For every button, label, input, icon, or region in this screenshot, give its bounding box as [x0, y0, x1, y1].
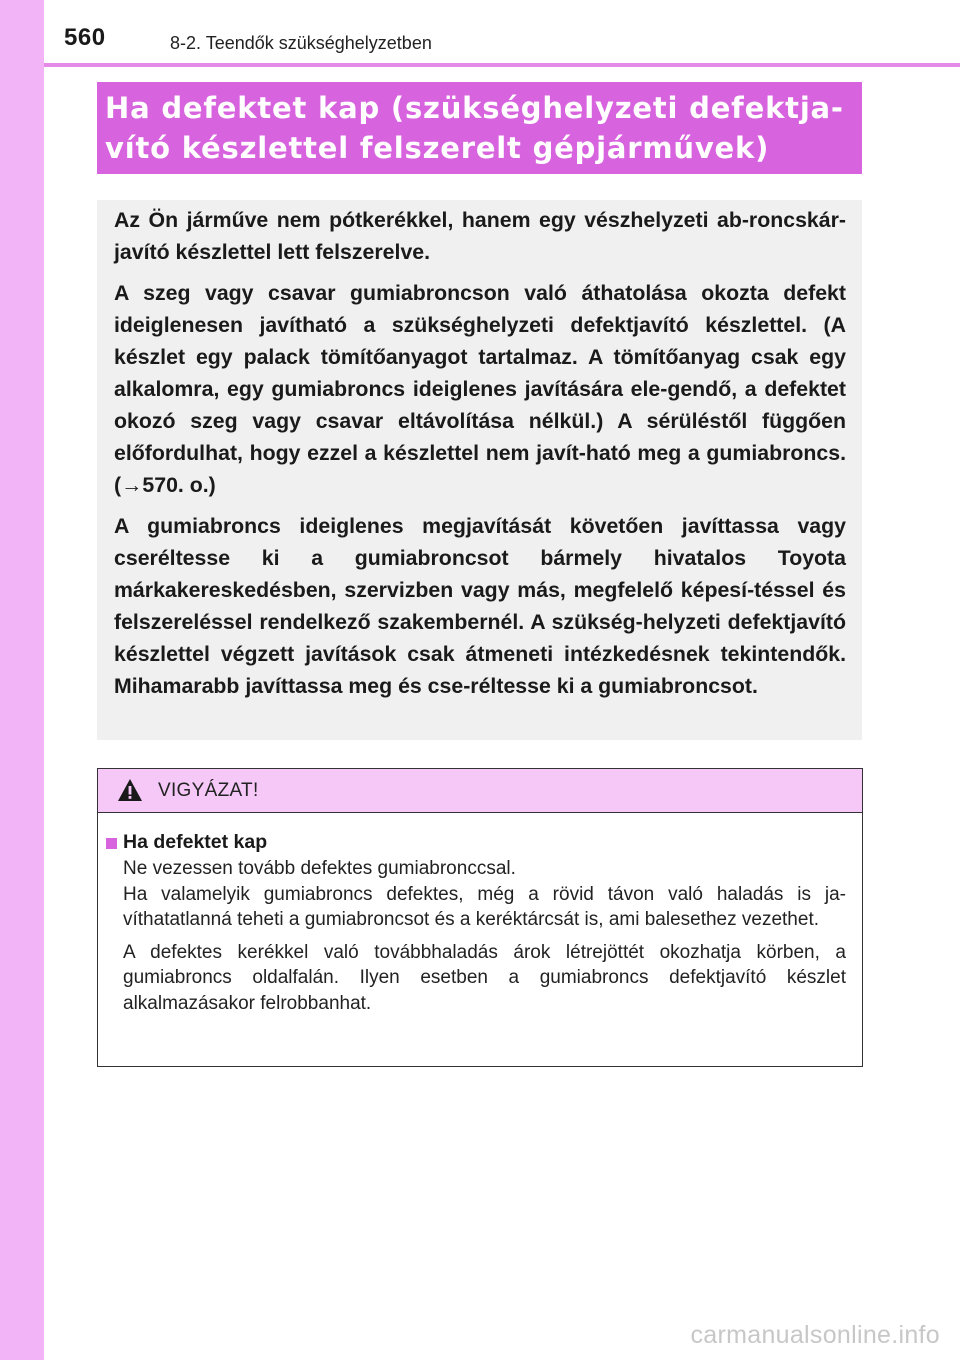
section-title	[105, 88, 854, 168]
warning-paragraph	[123, 856, 846, 933]
page-number: 560	[64, 24, 106, 51]
warning-header	[98, 769, 862, 813]
section-title-line: vító készlettel felszerelt gépjárművek)	[105, 131, 770, 165]
section-title-banner	[97, 82, 862, 174]
side-color-strip	[0, 0, 44, 1360]
intro-paragraph: Az Ön járműve nem pótkerékkel, hanem egy vészhelyzeti ab-roncskár-javító készlettel lett felszerelve.	[114, 208, 846, 264]
warning-body	[98, 813, 862, 1016]
square-bullet-icon	[106, 838, 117, 849]
warning-line: Ne vezessen tovább defektes gumiabronccsal.	[123, 858, 516, 879]
section-title-line: Ha defektet kap (szükséghelyzeti defektja-	[105, 91, 844, 125]
footer-watermark: carmanualsonline.info	[690, 1321, 940, 1349]
header-divider	[44, 63, 960, 67]
warning-label: VIGYÁZAT!	[158, 780, 259, 801]
warning-triangle-icon	[117, 778, 143, 802]
intro-box	[97, 200, 862, 740]
intro-paragraph: A szeg vagy csavar gumiabroncson való áthatolása okozta defekt ideiglenesen javítható a szükséghelyzeti defektjavító készlettel. (A készlet egy palack tömítőanyagot tartalmaz. A tömítőanyag csak egy alkalomra, egy gumiabroncs ideiglenes javítására ele-gendő, a defektet okozó szeg vagy csavar eltávolítása nélkül.) A sérüléstől függően előfordulhat, hogy ezzel a készlettel nem javít-ható meg a gumiabroncs. (→570. o.)	[114, 281, 846, 497]
intro-paragraph: A gumiabroncs ideiglenes megjavítását követően javíttassa vagy cseréltesse ki a gumiabroncsot bármely hivatalos Toyota márkakereskedésben, szervizben vagy más, megfelelő képesí-téssel és felszereléssel rendelkező szakembernél. A szükség-helyzeti defektjavító készlettel végzett javítások csak átmeneti intézkedésnek tekintendők. Mihamarabb javíttassa meg és cse-réltesse ki a gumiabroncsot.	[114, 514, 846, 698]
warning-paragraph: A defektes kerékkel való továbbhaladás árok létrejöttét okozhatja körben, a gumiabroncs oldalfalán. Ilyen esetben a gumiabroncs defektjavító készlet alkalmazásakor felrobbanhat.	[123, 941, 846, 1014]
warning-line: Ha valamelyik gumiabroncs defektes, még a rövid távon való haladás is ja-víthatatlanná teheti a gumiabroncsot és a keréktárcsát is, ami balesethez vezethet.	[123, 883, 846, 930]
warning-subheading	[106, 831, 846, 854]
chapter-title: 8-2. Teendők szükséghelyzetben	[170, 33, 432, 53]
warning-subheading-text: Ha defektet kap	[123, 831, 268, 853]
warning-box	[97, 768, 863, 1067]
